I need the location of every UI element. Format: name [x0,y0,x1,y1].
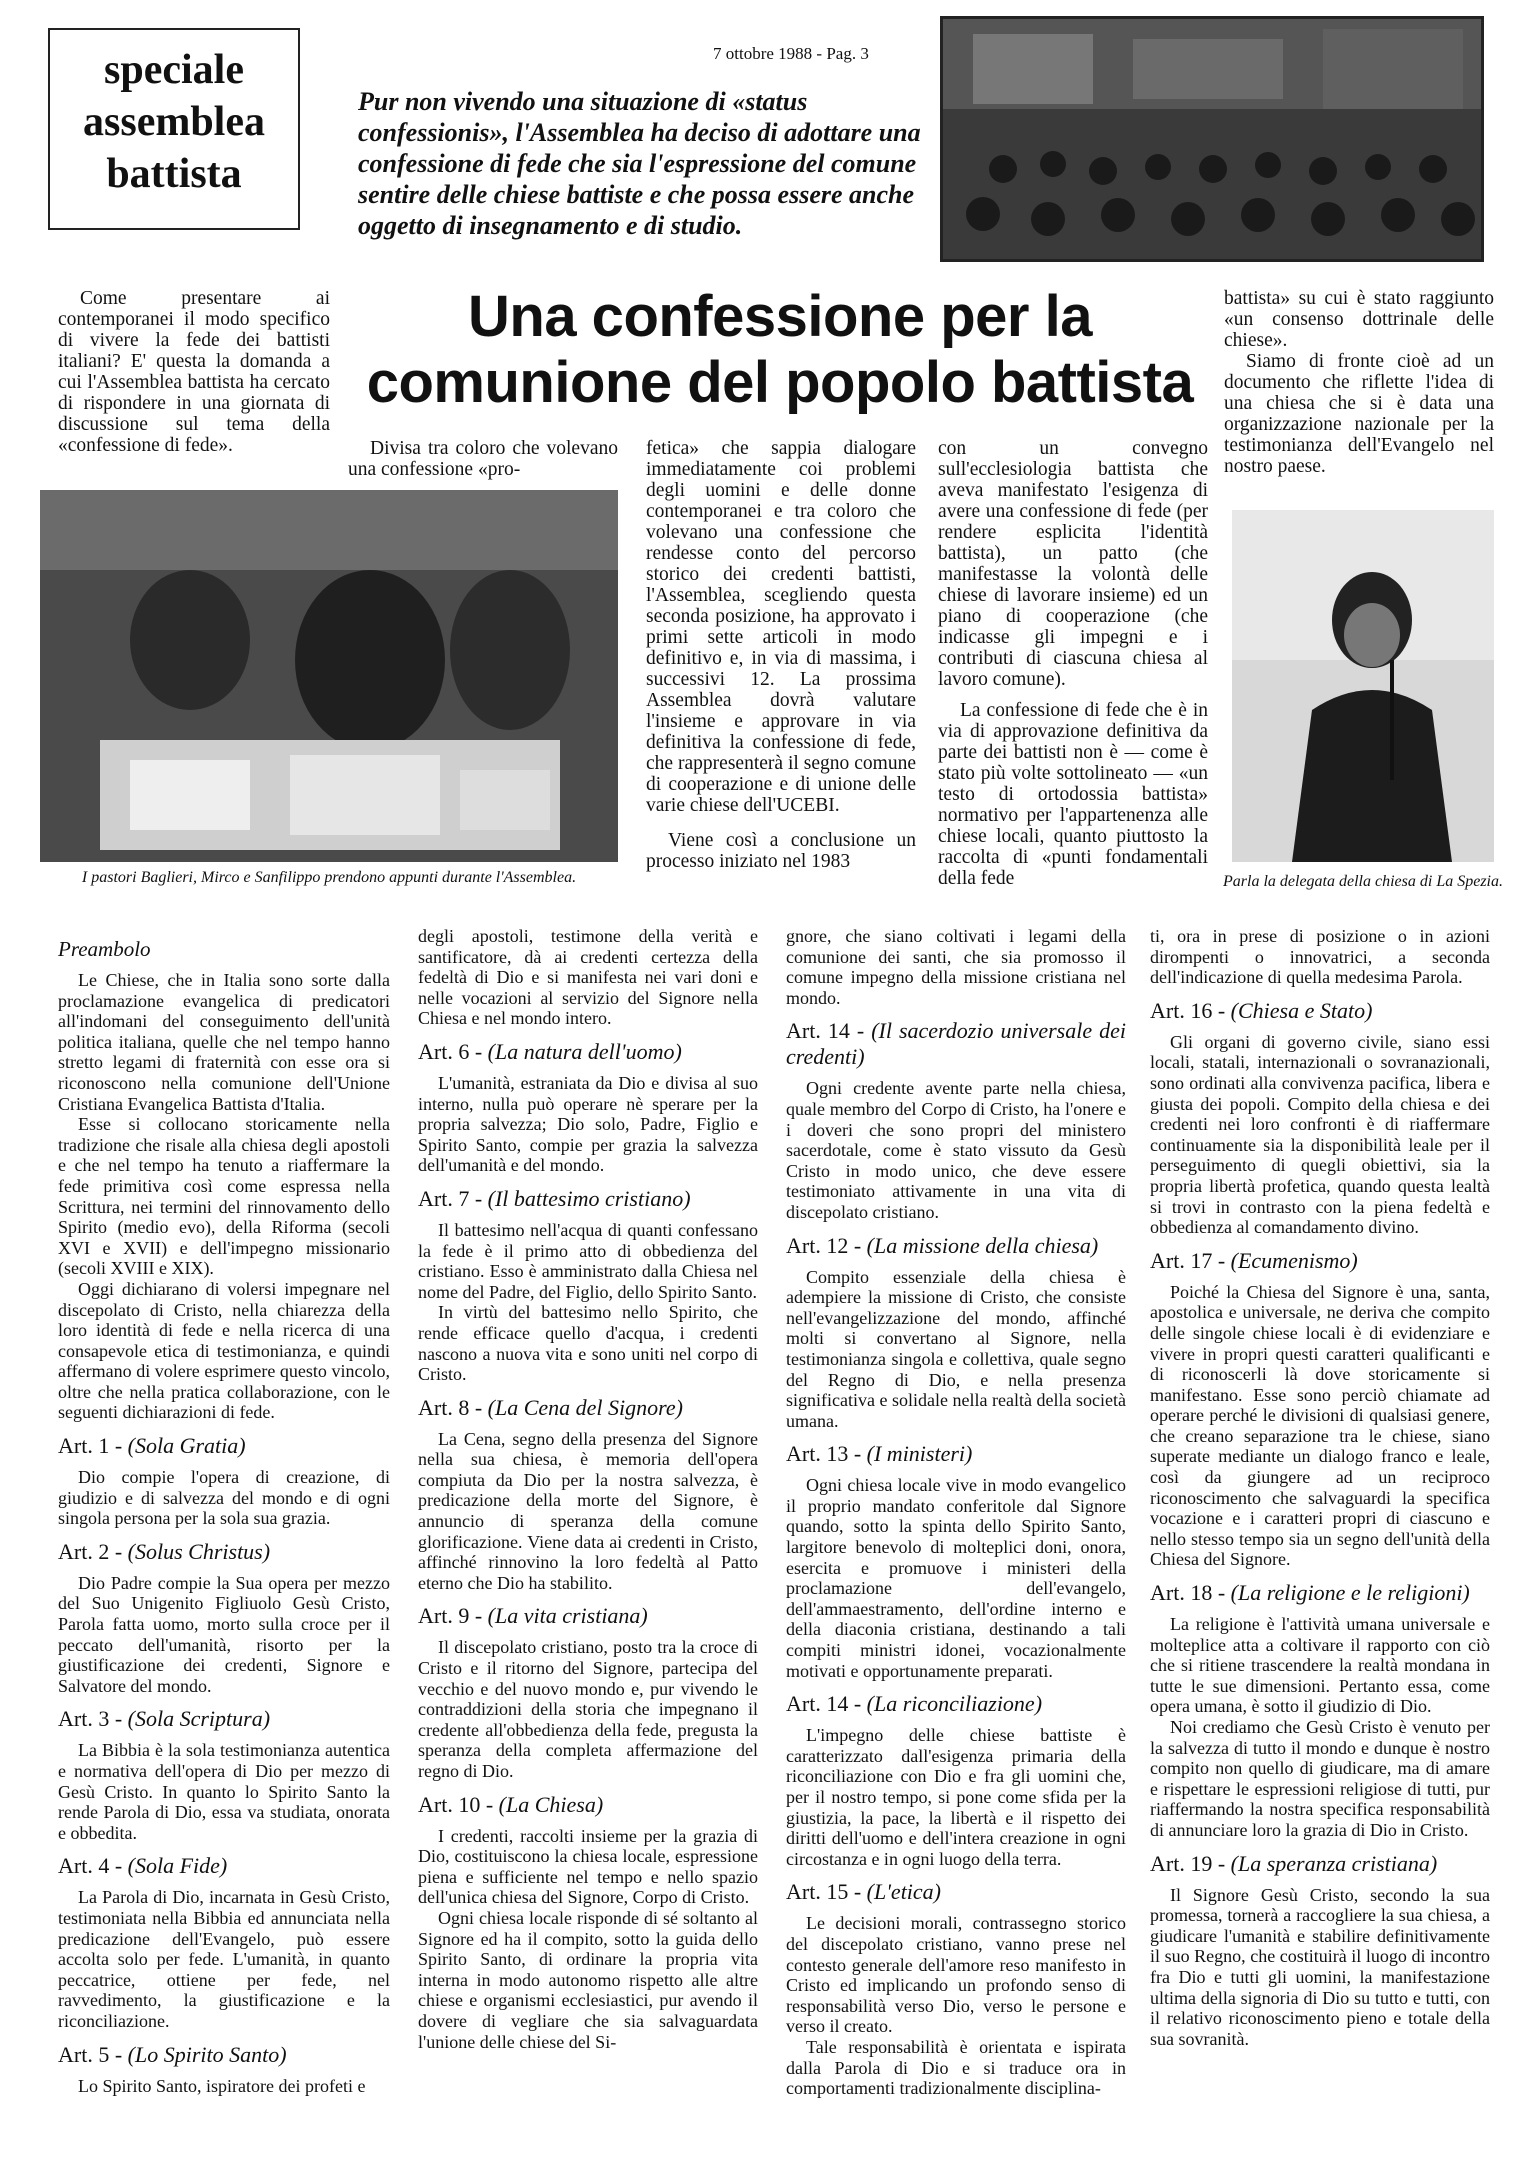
articles-col-2 [418,926,758,2052]
article-heading [58,2042,390,2068]
article-title: (Il battesimo cristiano) [487,1185,691,1211]
article-heading [418,1039,758,1065]
article-heading [1150,1580,1490,1606]
photo-delegate [1232,510,1494,862]
article-title: (Sola Fide) [127,1853,228,1879]
article-title: (Il sacerdozio universale dei credenti) [786,1018,1127,1070]
article-number: Art. 9 - [418,1603,488,1629]
article-paragraph: Compito essenziale della chiesa è adempiere la missione di Cristo, che consiste nell'evangelizzazione del mondo, affinché molti si convertano al Signore, nella testimonianza singola e collettiva, quale segno del Regno di Dio, e nella presenza significativa e solidale nella realtà della società umana. [786,1266,1126,1431]
article-heading [58,1706,390,1732]
article-paragraph: Il Signore Gesù Cristo, secondo la sua promessa, tornerà a raccogliere la sua chiesa, a giudicare l'umanità e stabilire definitivamente il suo Regno, che costituirà il luogo di incontro fra Dio e tutti gli uomini, la manifestazione ultima della signoria di Dio su tutto e tutti, con il relativo riconoscimento pieno e totale della sua sovranità. [1150,1884,1490,2049]
intro-col-2 [348,438,618,480]
article-number: Art. 6 - [418,1038,488,1064]
article-paragraph: Esse si collocano storicamente nella tradizione che risale alla chiesa degli apostoli e che nel tempo ha tenuto a riaffermare la fede primitiva così come espressa nella Scrittura, nei termini del rinnovamento dello Spirito (medio evo), della Riforma (secoli XVI e XVII) e dell'impegno missionario (secoli XVIII e XIX). [58,1114,390,1279]
article-number: Art. 10 - [418,1791,499,1817]
article-number: Art. 14 - [786,1018,872,1044]
article-number: Art. 4 - [58,1853,128,1879]
article-title: (L'etica) [866,1879,942,1905]
intro-col-5-text: battista» su cui è stato raggiunto «un consenso dottrinale delle chiese». [1224,288,1494,351]
article-number: Art. 13 - [786,1441,867,1467]
intro-col-5b-text: Siamo di fronte cioè ad un documento che riflette l'idea di una chiesa che si è data una organizzazione nazionale per la testimonianza dell'Evangelo nel nostro paese. [1224,351,1494,477]
kicker: Pur non vivendo una situazione di «status confessionis», l'Assemblea ha deciso di adottare una confessione di fede che sia l'espressione del comune sentire delle chiese battiste e che possa essere anche oggetto di insegnamento e di studio. [358,87,921,240]
article-number: Art. 18 - [1150,1580,1231,1606]
article-title: (I ministeri) [866,1441,973,1467]
intro-col-5 [1224,288,1494,477]
article-title: (Sola Gratia) [127,1433,246,1459]
article-title: (Sola Scriptura) [127,1706,271,1732]
article-paragraph: Le Chiese, che in Italia sono sorte dalla proclamazione evangelica di predicatori all'indomani del conseguimento dell'unità politica italiana, quelle che nel tempo hanno stretto legami di fraternità con esse ora si riconoscono nella comunione dell'Unione Cristiana Evangelica Battista d'Italia. [58,970,390,1114]
article-number: Art. 19 - [1150,1850,1231,1876]
article-number: Art. 15 - [786,1879,867,1905]
article-paragraph: Tale responsabilità è orientata e ispirata dalla Parola di Dio e si traduce ora in comportamenti tradizionalmente disciplina- [786,2036,1126,2099]
article-paragraph: Oggi dichiarano di volersi impegnare nel discepolato di Cristo, nella chiarezza della loro identità di fede e nella ricerca di una consapevole etica di testimonianza, e quindi affermano di volere esprimere questo vincolo, oltre che nella pratica collaborazione, con le seguenti dichiarazioni di fede. [58,1278,390,1423]
section-title-line: assemblea [83,99,265,145]
article-title: (Lo Spirito Santo) [127,2041,287,2067]
article-title: (La Cena del Signore) [487,1394,683,1420]
article-title: (La religione e le religioni) [1230,1580,1470,1606]
section-title-box [48,28,300,230]
article-paragraph: Lo Spirito Santo, ispiratore dei profeti e [78,2075,366,2096]
article-paragraph: In virtù del battesimo nello Spirito, che rende efficace quello d'acqua, i credenti nascono a nuova vita e sono uniti nel corpo di Cristo. [418,1302,758,1385]
article-number: Art. 16 - [1150,997,1231,1023]
caption-left: I pastori Baglieri, Mirco e Sanfilippo prendono appunti durante l'Assemblea. [81,869,577,886]
photo-pastors [40,490,618,862]
headline [340,284,1220,416]
intro-col-4b-text: La confessione di fede che è in via di approvazione definitiva da parte dei battisti non è — come è stato più volte sottolineato — «un testo di ortodossia battista» normativo per l'appartenenza alle chiese locali, quanto piuttosto la raccolta di «punti fondamentali della fede [938,700,1208,889]
article-title: (Ecumenismo) [1230,1247,1358,1273]
intro-col-4a-text: con un convegno sull'ecclesiologia battista che aveva manifestato l'esigenza di avere una confessione di fede (per rendere esplicita l'identità battista), un patto (che manifestasse la volontà delle chiese di lavorare insieme) ed un piano di cooperazione (che indicasse gli impegni e i contributi di ciascuna chiesa al lavoro comune). [938,438,1208,690]
intro-col-3b-text: Viene così a conclusione un processo iniziato nel 1983 [646,830,916,872]
intro-col-3-text: fetica» che sappia dialogare immediatamente coi problemi degli uomini e delle donne contemporanei e tra coloro che volevano una confessione che rendesse conto del percorso storico dei credenti battisti, l'Assemblea, scegliendo questa seconda posizione, ha approvato i primi sette articoli in modo definitivo e, in via di massima, i successivi 12. La prossima Assemblea dovrà valutare l'insieme e approvare in via definitiva la confessione di fede, che rappresenterà il segno comune di cooperazione e di unione delle varie chiese dell'UCEBI. [646,438,916,816]
article-heading [418,1603,758,1629]
article-heading [58,1433,390,1459]
article-heading [58,1539,390,1565]
intro-lead [58,288,330,456]
headline-line: comunione del popolo battista [366,350,1194,415]
article-paragraph: Gli organi di governo civile, siano essi locali, statali, internazionali o sovranazionali, sono ordinati alla convivenza pacifica, libera e giusta dei popoli. Compito della chiesa e dei credenti nei loro confronti è di riaffermare continuamente sia la disponibilità leale per il perseguimento di quegli obiettivi, sia la propria libertà profetica, quando questa lealtà si trovi in contrasto con la piena fedeltà e obbedienza al comandamento divino. [1150,1031,1490,1238]
article-paragraph: La religione è l'attività umana universale e molteplice atta a coltivare il rapporto con ciò che si ritiene trascendere la realtà mondana in tutte le sue dimensioni. Pertanto essa, come opera umana, è sotto il giudizio di Dio. [1150,1614,1490,1717]
article-paragraph: I credenti, raccolti insieme per la grazia di Dio, costituiscono la chiesa locale, espressione piena e sufficiente nel tempo e nello spazio dell'unica chiesa del Signore, Corpo di Cristo. [418,1825,758,1908]
article-paragraph: degli apostoli, testimone della verità e santificatore, dà ai credenti certezza della fedeltà di Dio e si manifesta nei vari doni e nelle vocazioni al servizio del Signore nella Chiesa e nel mondo intero. [418,926,758,1029]
section-title-line: battista [106,151,242,197]
article-paragraph: Le decisioni morali, contrassegno storico del discepolato cristiano, vanno prese nel contesto generale dell'amore reso manifesto in Cristo ed implicando un profondo senso di responsabilità verso Dio, verso le persone e verso il creato. [786,1913,1126,2037]
article-paragraph: Dio compie l'opera di creazione, di giudizio e di salvezza del mondo e di ogni singola persona per la sola sua grazia. [58,1467,390,1529]
intro-lead-text: Come presentare ai contemporanei il modo specifico di vivere la fede dei battisti italiani? E' questa la domanda a cui l'Assemblea battista ha cercato di rispondere in una giornata di discussione sul tema della «confessione di fede». [58,288,330,456]
article-paragraph: L'impegno delle chiese battiste è caratterizzato dall'esigenza primaria della riconciliazione con Dio e fra gli uomini che, per il nostro tempo, si pone come sfida per la giustizia, la pace, la libertà e il rispetto dei diritti dell'uomo e dell'intera creazione in ogni circostanza e in ogni luogo della terra. [786,1725,1126,1869]
photo-assembly-hall [940,16,1484,262]
article-number: Art. 1 - [58,1433,128,1459]
article-paragraph: Dio Padre compie la Sua opera per mezzo del Suo Unigenito Figliuolo Gesù Cristo, Parola fatta uomo, morto sulla croce per il peccato dell'umanità, risorto per la giustificazione dei credenti, Signore e Salvatore del mondo. [58,1572,390,1696]
article-paragraph: La Bibbia è la sola testimonianza autentica e normativa dell'opera di Dio per mezzo di Gesù Cristo. In quanto lo Spirito Santo la rende Parola di Dio, essa va studiata, onorata e obbedita. [58,1740,390,1843]
article-paragraph: L'umanità, estraniata da Dio e divisa al suo interno, nulla può operare nè sperare per la propria salvezza; Dio solo, Padre, Figlio e Spirito Santo, compie per grazia la salvezza dell'umanità e del mondo. [418,1072,758,1176]
article-paragraph: La Cena, segno della presenza del Signore nella sua chiesa, è memoria dell'opera compiuta da Dio per la nostra salvezza, è predicazione della morte del Signore, è annuncio di speranza della comune glorificazione. Viene data ai credenti in Cristo, affinché rinnovino la loro fedeltà al Patto eterno che Dio ha stabilito. [418,1428,758,1593]
articles-col-4 [1150,926,1490,2049]
article-heading [786,1879,1126,1905]
article-title: (Chiesa e Stato) [1230,997,1373,1023]
caption-right: Parla la delegata della chiesa di La Spezia. [1223,873,1503,890]
article-number: Art. 12 - [786,1232,867,1258]
article-paragraph: Il discepolato cristiano, posto tra la croce di Cristo e il ritorno del Signore, partecipa del vecchio e del nuovo mondo e, pur vivendo le contraddizioni della storia che impegnano il credente all'obbedienza della fede, pregusta la speranza della completa affermazione del regno di Dio. [418,1637,758,1781]
articles-col-3 [786,926,1126,2099]
article-heading [786,1233,1126,1259]
intro-col-2-text: Divisa tra coloro che volevano una confessione «pro- [348,438,618,480]
article-number: Art. 17 - [1150,1247,1231,1273]
article-paragraph: Ogni chiesa locale vive in modo evangelico il proprio mandato conferitole dal Signore quando, sotto la spinta dello Spirito Santo, largitore benevolo di molteplici doni, onora, esercita e promuove i ministeri della proclamazione dell'evangelo, dell'ammaestramento, dell'ordine interno e della diaconia cristiana, destinando a tali compiti ministri idonei, vocazionalmente motivati e opportunamente preparati. [786,1475,1126,1681]
article-title: (La speranza cristiana) [1230,1850,1438,1876]
dateline: 7 ottobre 1988 - Pag. 3 [713,44,869,63]
intro-col-3 [646,438,916,872]
article-title: (La missione della chiesa) [866,1232,1099,1258]
article-title: (La natura dell'uomo) [487,1038,682,1064]
article-number: Art. 7 - [418,1185,488,1211]
article-paragraph: Ogni chiesa locale risponde di sé soltanto al Signore ed ha il compito, sotto la guida dello Spirito Santo, di ordinare la propria vita interna in modo autonomo rispetto alle altre chiese e organismi ecclesiastici, pur avendo il dovere di vegliare che sia salvaguardata l'unione delle chiese del Si- [418,1907,758,2052]
article-number: Art. 2 - [58,1538,128,1564]
article-paragraph: Il battesimo nell'acqua di quanti confessano la fede è il primo atto di obbedienza del cristiano. Esso è amministrato dalla Chiesa nel nome del Padre, del Figlio, dello Spirito Santo. [418,1219,758,1302]
article-paragraph: Ogni credente avente parte nella chiesa, quale membro del Corpo di Cristo, ha l'onere e i doveri che sono propri del ministero sacerdotale, come è stato vissuto da Gesù Cristo in modo unico, che deve essere testimoniato attivamente in una vita di discepolato cristiano. [786,1078,1126,1222]
article-heading [58,936,390,962]
article-paragraph: ti, ora in prese di posizione o in azioni dirompenti o innovatrici, a seconda dell'indicazione di quella medesima Parola. [1150,926,1490,988]
headline-line: Una confessione per la [468,284,1092,349]
article-number: Art. 3 - [58,1706,128,1732]
article-paragraph: gnore, che siano coltivati i legami della comunione dei santi, che sia promosso il comune impegno della missione cristiana nel mondo. [786,926,1126,1008]
article-number: Art. 14 - [786,1691,867,1717]
article-number: Preambolo [58,937,151,961]
article-heading [1150,1851,1490,1877]
article-paragraph: La Parola di Dio, incarnata in Gesù Cristo, testimoniata nella Bibbia ed annunciata nella predicazione dell'Evangelo, può essere accolta solo per fede. L'umanità, in quanto peccatrice, ottiene per fede, nel ravvedimento, la giustificazione e la riconciliazione. [58,1887,390,2031]
article-heading [786,1441,1126,1467]
article-heading [418,1186,758,1212]
article-paragraph: Poiché la Chiesa del Signore è una, santa, apostolica e universale, ne deriva che compito delle singole chiese locali è di evidenziare e vivere in propri questi caratteri qualificanti e di riconoscerli là dove storicamente si manifestano. Esse sono perciò chiamate ad operare perché le divisioni di qualsiasi genere, che creano separazione tra le chiese, siano superate mediante un dialogo franco e leale, così da giungere ad un reciproco riconoscimento che salvaguardi la specifica vocazione e i caratteri propri di ciascuno e nello stesso tempo sia un segno dell'unità della Chiesa del Signore. [1150,1281,1490,1570]
article-title: (Solus Christus) [127,1538,271,1564]
section-title-line: speciale [104,47,244,93]
article-paragraph: Noi crediamo che Gesù Cristo è venuto per la salvezza di tutto il mondo e dunque è nostro compito non quello di giudicare, ma di amare e rispettare le espressioni religiose di tutti, pur riaffermando la nostra specifica responsabilità di annunciare loro la grazia di Dio in Cristo. [1150,1717,1490,1840]
article-heading [1150,998,1490,1024]
article-title: (La vita cristiana) [487,1603,648,1629]
article-heading [58,1853,390,1879]
article-title: (La riconciliazione) [866,1691,1043,1717]
articles-col-1 [58,926,390,2096]
article-number: Art. 5 - [58,2041,128,2067]
article-heading [418,1792,758,1818]
article-number: Art. 8 - [418,1394,488,1420]
article-heading [786,1691,1126,1717]
article-heading [1150,1248,1490,1274]
intro-col-4 [938,438,1208,889]
article-title: (La Chiesa) [498,1791,604,1817]
article-heading [418,1395,758,1421]
article-heading [786,1018,1126,1070]
